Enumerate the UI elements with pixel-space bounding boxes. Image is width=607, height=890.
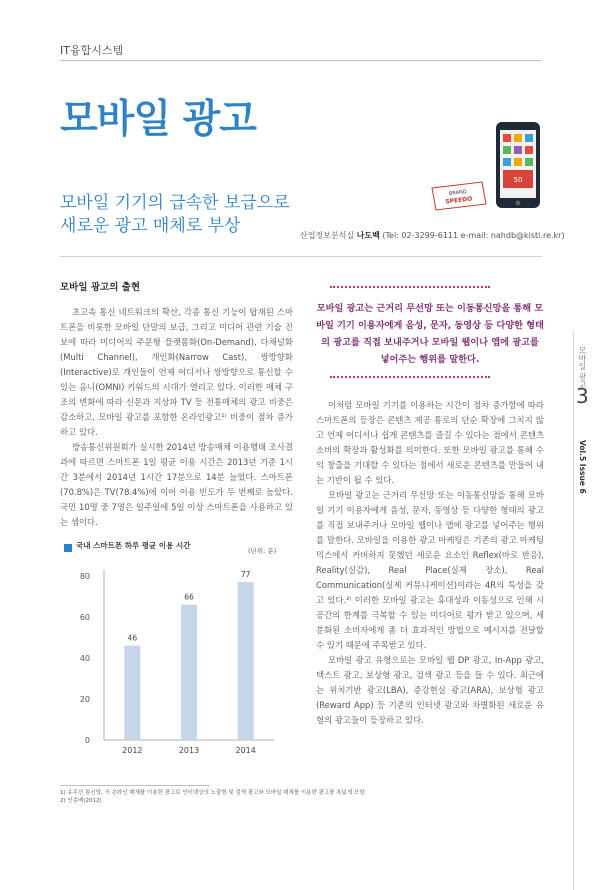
author-department: 산업정보분석실 bbox=[300, 231, 355, 240]
paragraph: 방송통신위원회가 실시한 2014년 방송매체 이용행태 조사결과에 따르면 스마트폰 1일 평균 이용 시간은 2013년 기준 1시간 3분에서 2014년 1시간 17분으로 14분 늘었다. 스마트폰(70.8%)은 TV(78.4%)에 이어 이용 빈도가 두 번째로 높았다. 국민 10명 중 7명은 일주일에 5일 이상 스마트폰을 사용하고 있는 셈이다. bbox=[60, 442, 293, 527]
chart-bar bbox=[181, 605, 197, 740]
paragraph: 이처럼 모바일 기기를 이용하는 시간이 점차 증가함에 따라 스마트폰의 등장은 콘텐츠 제공 통로의 단순 확장에 그치지 않고 언제 어디서나 쉽게 콘텐츠를 즐길 수 있다는 점에서 콘텐츠 소비의 확장과 활성화를 의미한다. 또한 모바일 광고를 통해 수익 창출을 기대할 수 있다는 점에서 새로운 콘텐츠를 만들어 내는 기반이 될 수 있다. bbox=[316, 400, 544, 485]
chart-unit: (단위: 분) bbox=[248, 547, 277, 555]
sidebar-divider bbox=[573, 330, 574, 890]
usage-bar-chart bbox=[60, 540, 294, 775]
y-tick-label: 60 bbox=[79, 613, 90, 622]
top-divider bbox=[60, 60, 542, 61]
subtitle-line-1: 모바일 기기의 급속한 보급으로 bbox=[60, 193, 290, 213]
y-tick-label: 20 bbox=[79, 695, 90, 704]
mobile-phone-illustration bbox=[488, 120, 548, 212]
y-tick-label: 0 bbox=[84, 736, 90, 745]
footnote: 1) 유무선 통신망, 즉 온라인 매체를 이용한 광고로 인터넷상의 노출형 및 검색 광고와 모바일 매체를 이용한 광고를 폭넓게 포함. bbox=[60, 790, 367, 796]
footnotes bbox=[60, 789, 542, 805]
paragraph: 모바일 광고 유형으로는 모바일 웹 DP 광고, In-App 광고, 텍스트 광고, 보상형 광고, 검색 광고 등을 들 수 있다. 최근에는 위치기반 광고(LBA), 증강현실 광고(ARA), 보상형 광고(Reward App) 등 기존의 인터넷 광고와 차별화된 새로운 유형의 광고들이 등장하고 있다. bbox=[316, 655, 544, 725]
header-divider bbox=[60, 256, 542, 257]
x-tick-label: 2012 bbox=[122, 746, 143, 755]
x-tick-label: 2013 bbox=[178, 746, 200, 755]
author-contact: (Tel: 02-3299-6111 e-mail: nahdb@kisti.re.kr) bbox=[382, 231, 565, 240]
bar-value-label: 66 bbox=[184, 592, 194, 602]
footnote-divider bbox=[60, 785, 210, 786]
bar-value-label: 46 bbox=[127, 633, 138, 643]
sidebar-category: 모바일 광고 bbox=[578, 346, 587, 389]
brand-small-text: BRAND bbox=[448, 188, 468, 198]
chart-bar bbox=[238, 582, 254, 740]
y-tick-label: 80 bbox=[79, 572, 90, 581]
section-heading: 모바일 광고의 출현 bbox=[60, 282, 141, 293]
quote-top-border bbox=[330, 286, 490, 288]
author-name: 나도백 bbox=[356, 231, 380, 240]
brand-sticker-icon bbox=[428, 180, 490, 214]
chart-bar bbox=[124, 646, 140, 740]
bar-value-label: 77 bbox=[240, 570, 251, 580]
sidebar-volume: Vol.5 Issue 6 bbox=[578, 440, 587, 494]
right-column-text bbox=[316, 398, 544, 728]
pull-quote: 모바일 광고는 근거리 무선망 또는 이동통신망을 통해 모바일 기기 이용자에게 음성, 문자, 동영상 등 다양한 형태의 광고를 직접 보내주거나 모바일 웹이나 앱에 광고를 넣어주는 행위를 말한다. bbox=[316, 303, 544, 365]
quote-bottom-border bbox=[330, 376, 490, 378]
chart-title: 국내 스마트폰 하루 평균 이용 시간 bbox=[76, 541, 191, 550]
chart-title-marker bbox=[64, 544, 72, 552]
paragraph: 모바일 광고는 근거리 무선망 또는 이동통신망을 통해 모바일 기기 이용자에게 음성, 문자, 동영상 등 다양한 형태의 광고를 직접 보내주거나 모바일 웹이나 앱에 광고를 넣어주는 행위를 말한다. 모바일을 이용한 광고 마케팅은 기존의 광고 마케팅 믹스에서 커버하지 못했던 새로운 요소인 Reflex(바로 반응), Reality(실감), Real Place(실제 장소), Real Communication(실제 커뮤니케이션)이라는 4R의 특성을 갖고 있다.²⁾ 이러한 모바일 광고는 휴대성과 이동성으로 인해 시공간의 한계를 극복할 수 있는 미디어로 평가 받고 있으며, 세분화된 소비자에게 좀 더 효과적인 방법으로 메시지를 전달할 수 있기 때문에 주목받고 있다. bbox=[316, 490, 544, 650]
left-column-text bbox=[60, 305, 293, 530]
paragraph: 초고속 통신 네트워크의 확산, 각종 통신 기능이 탑재된 스마트폰을 비롯한 모바일 단말의 보급, 그리고 미디어 관련 기술 진보에 따라 미디어의 주문형 플랫폼화(On-Demand), 다채널화(Multi Channel), 개인화(Narrow Cast), 쌍방향화(Interactive)로 개인들이 언제 어디서나 쌍방향으로 통신할 수 있는 옴니(OMNI) 키워드의 시대가 열리고 있다. 이러한 매체 구조의 변화에 따라 신문과 지상파 TV 등 전통매체의 광고 비중은 감소하고, 모바일 광고를 포함한 온라인광고¹⁾ 비중이 점차 증가하고 있다. bbox=[60, 307, 293, 437]
price-tag-text: 50 bbox=[513, 176, 523, 184]
sidebar-page-number: 3 bbox=[576, 384, 589, 408]
author-info bbox=[300, 230, 565, 241]
subtitle-line-2: 새로운 광고 매체로 부상 bbox=[60, 216, 241, 236]
brand-sticker-text: SPEEDO bbox=[444, 195, 473, 206]
section-label: IT융합시스템 bbox=[60, 44, 124, 57]
page-title: 모바일 광고 bbox=[60, 97, 256, 142]
y-tick-label: 40 bbox=[79, 654, 90, 663]
x-tick-label: 2014 bbox=[235, 746, 256, 755]
footnote: 2) 안종배(2012) bbox=[60, 798, 102, 804]
